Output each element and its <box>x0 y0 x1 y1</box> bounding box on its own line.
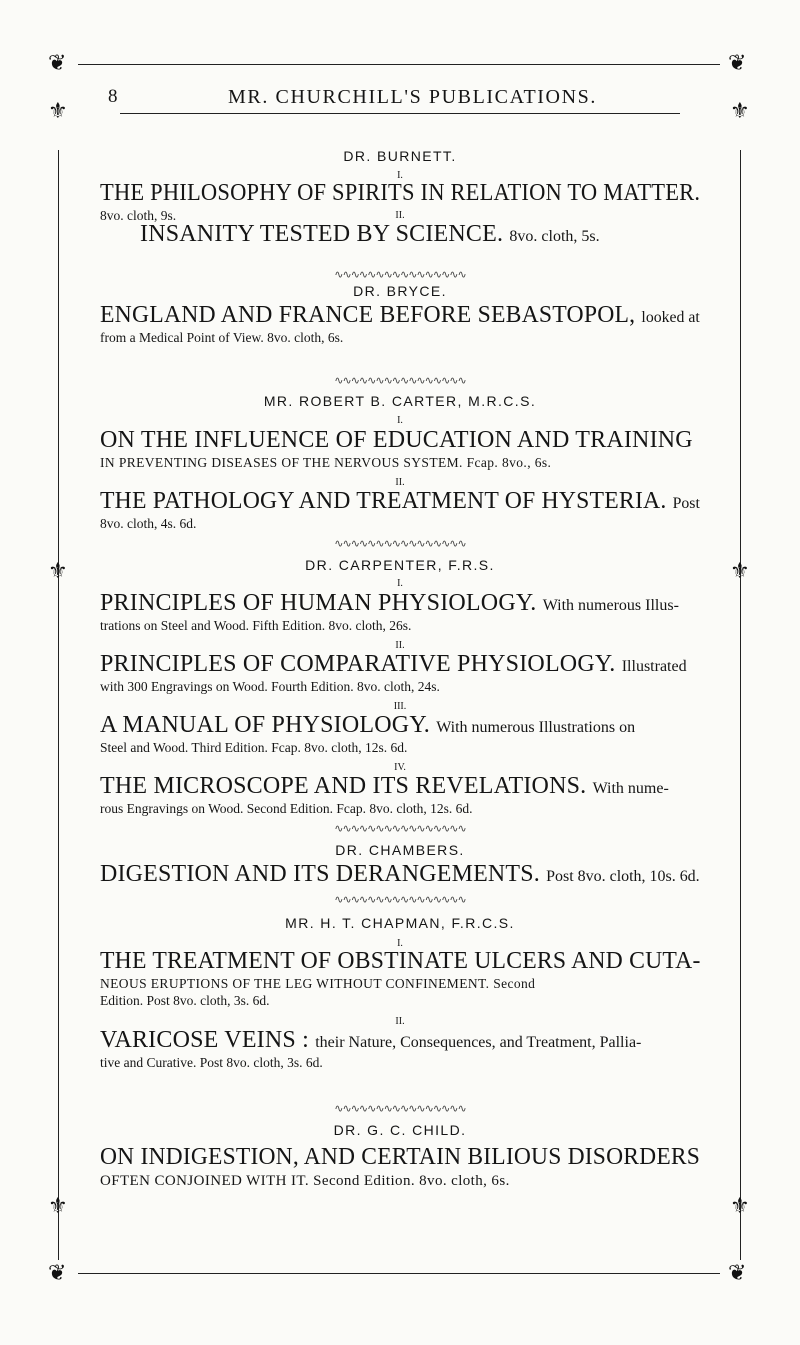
book-numeral: I. <box>397 170 403 181</box>
author-heading: DR. BURNETT. <box>343 148 457 164</box>
book-title: THE TREATMENT OF OBSTINATE ULCERS AND CUTA- <box>100 948 701 974</box>
bottom-right-ornament: ❦ <box>728 1260 747 1285</box>
book-details: NEOUS ERUPTIONS OF THE LEG WITHOUT CONFINEMENT. Second <box>100 976 536 991</box>
book-numeral: I. <box>397 938 403 949</box>
left-side-ornament: ⚜ <box>48 1193 68 1218</box>
wavy-divider: ∿∿∿∿∿∿∿∿∿∿∿∿∿∿∿∿ <box>334 823 466 835</box>
bottom-rule <box>78 1273 720 1274</box>
right-side-ornament: ⚜ <box>730 558 750 583</box>
bottom-left-ornament: ❦ <box>48 1260 67 1285</box>
wavy-divider: ∿∿∿∿∿∿∿∿∿∿∿∿∿∿∿∿ <box>334 375 466 387</box>
book-title: PRINCIPLES OF COMPARATIVE PHYSIOLOGY. Illustrated <box>100 651 687 677</box>
book-title: THE PATHOLOGY AND TREATMENT OF HYSTERIA. Post <box>100 488 700 514</box>
book-title: VARICOSE VEINS : their Nature, Consequences, and Treatment, Pallia- <box>100 1027 642 1053</box>
book-title: ON THE INFLUENCE OF EDUCATION AND TRAINING <box>100 427 693 453</box>
book-details: Steel and Wood. Third Edition. Fcap. 8vo. cloth, 12s. 6d. <box>100 740 408 755</box>
running-title: MR. CHURCHILL'S PUBLICATIONS. <box>228 86 597 108</box>
author-heading: MR. H. T. CHAPMAN, F.R.C.S. <box>285 915 515 931</box>
book-title: THE MICROSCOPE AND ITS REVELATIONS. With nume- <box>100 773 669 799</box>
book-title: ENGLAND AND FRANCE BEFORE SEBASTOPOL, looked at <box>100 302 700 328</box>
book-details: tive and Curative. Post 8vo. cloth, 3s. 6d. <box>100 1055 323 1070</box>
wavy-divider: ∿∿∿∿∿∿∿∿∿∿∿∿∿∿∿∿ <box>334 1103 466 1115</box>
header-rule <box>120 113 680 114</box>
author-heading: DR. BRYCE. <box>353 283 447 299</box>
book-details: Edition. Post 8vo. cloth, 3s. 6d. <box>100 993 270 1008</box>
book-numeral: I. <box>397 415 403 426</box>
book-details: rous Engravings on Wood. Second Edition. Fcap. 8vo. cloth, 12s. 6d. <box>100 801 473 816</box>
book-numeral: IV. <box>394 762 406 773</box>
book-details: 8vo. cloth, 9s. <box>100 208 177 223</box>
book-details: OFTEN CONJOINED WITH IT. Second Edition. 8vo. cloth, 6s. <box>100 1173 510 1189</box>
top-rule <box>78 64 720 65</box>
wavy-divider: ∿∿∿∿∿∿∿∿∿∿∿∿∿∿∿∿ <box>334 269 466 281</box>
book-numeral: II. <box>395 210 405 221</box>
book-numeral: II. <box>395 1016 405 1027</box>
left-side-ornament: ⚜ <box>48 558 68 583</box>
author-heading: DR. CHAMBERS. <box>335 842 465 858</box>
author-heading: MR. ROBERT B. CARTER, M.R.C.S. <box>263 393 537 409</box>
right-side-ornament: ⚜ <box>730 1193 750 1218</box>
book-details: with 300 Engravings on Wood. Fourth Edition. 8vo. cloth, 24s. <box>100 679 440 694</box>
wavy-divider: ∿∿∿∿∿∿∿∿∿∿∿∿∿∿∿∿ <box>334 894 466 906</box>
book-title: PRINCIPLES OF HUMAN PHYSIOLOGY. With numerous Illus- <box>100 590 679 616</box>
right-side-ornament: ⚜ <box>730 98 750 123</box>
book-numeral: III. <box>393 701 407 712</box>
top-left-ornament: ❦ <box>48 50 67 75</box>
book-details: trations on Steel and Wood. Fifth Edition. 8vo. cloth, 26s. <box>100 618 412 633</box>
author-heading: DR. G. C. CHILD. <box>333 1122 467 1138</box>
wavy-divider: ∿∿∿∿∿∿∿∿∿∿∿∿∿∿∿∿ <box>334 538 466 550</box>
book-numeral: I. <box>397 578 403 589</box>
book-title: ON INDIGESTION, AND CERTAIN BILIOUS DISORDERS <box>100 1144 701 1170</box>
book-numeral: II. <box>395 640 405 651</box>
book-title: THE PHILOSOPHY OF SPIRITS IN RELATION TO MATTER. <box>100 180 701 206</box>
book-details: from a Medical Point of View. 8vo. cloth, 6s. <box>100 330 344 345</box>
book-details: IN PREVENTING DISEASES OF THE NERVOUS SYSTEM. Fcap. 8vo., 6s. <box>100 455 552 470</box>
left-side-ornament: ⚜ <box>48 98 68 123</box>
page-number: 8 <box>108 86 118 107</box>
author-heading: DR. CARPENTER, F.R.S. <box>305 557 495 573</box>
book-details: 8vo. cloth, 4s. 6d. <box>100 516 197 531</box>
book-numeral: II. <box>395 477 405 488</box>
book-title: DIGESTION AND ITS DERANGEMENTS. Post 8vo. cloth, 10s. 6d. <box>100 861 700 887</box>
book-title: A MANUAL OF PHYSIOLOGY. With numerous Illustrations on <box>100 712 636 738</box>
book-title: INSANITY TESTED BY SCIENCE. 8vo. cloth, 5s. <box>140 221 600 247</box>
top-right-ornament: ❦ <box>728 50 747 75</box>
